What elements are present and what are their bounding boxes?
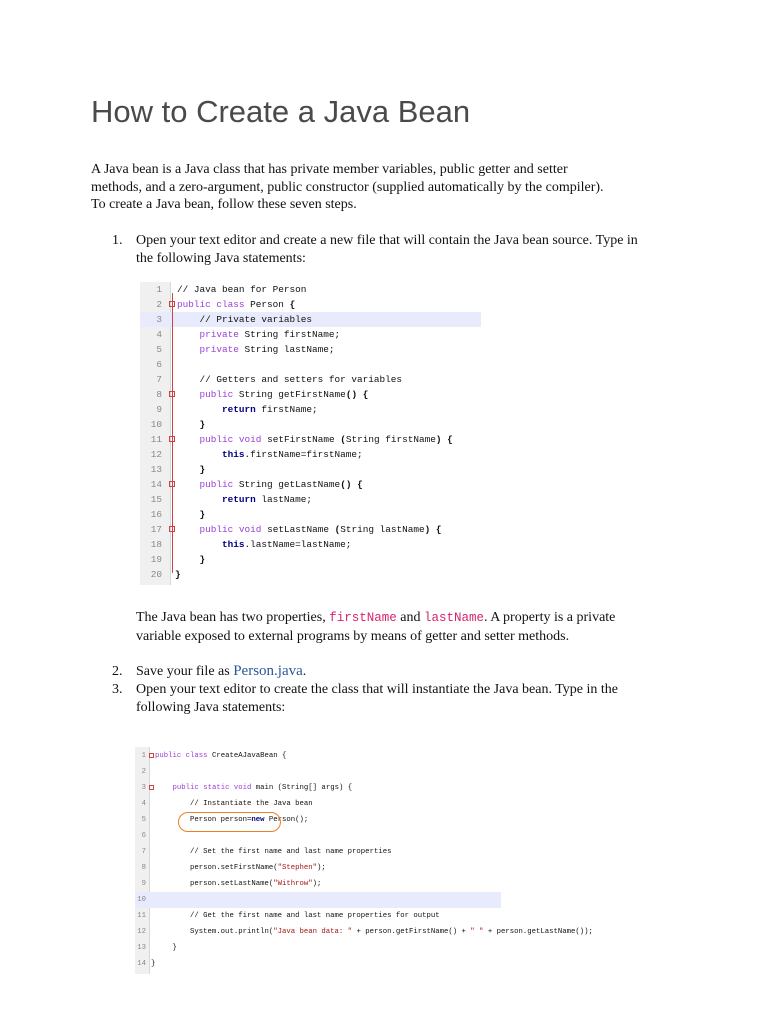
code-line: 12 this.firstName=firstName; — [150, 449, 363, 460]
code-line: 6 — [141, 832, 146, 840]
code-line: 14 } — [137, 960, 156, 968]
code-line: 14 public String getLastName() { — [150, 479, 363, 490]
code-line: 1 // Java bean for Person — [156, 284, 307, 295]
code-line-highlighted: 10 — [135, 892, 501, 908]
code-line: 20 } — [150, 569, 181, 580]
code-line: 17 public void setLastName (String lastName) { — [150, 524, 442, 535]
code-line: 11 public void setFirstName (String firstName) { — [150, 434, 453, 445]
code-line: 9 person.setLastName("Withrow"); — [141, 880, 322, 888]
fold-marker-icon — [149, 753, 154, 758]
code-line: 3 public static void main (String[] args) { — [141, 784, 353, 792]
code-line: 4 private String firstName; — [156, 329, 341, 340]
code-line: 2 public class Person { — [156, 299, 296, 310]
code-line: 8 public String getFirstName() { — [156, 389, 369, 400]
code-line: 5 private String lastName; — [156, 344, 335, 355]
list-number: 1. — [112, 233, 123, 248]
code-line: 13 } — [150, 464, 206, 475]
code-line: 13 } — [137, 944, 177, 952]
filename: Person.java — [233, 663, 303, 679]
code-line: 18 this.lastName=lastName; — [150, 539, 352, 550]
code-line: 10 } — [150, 419, 206, 430]
code-line: 16 } — [150, 509, 206, 520]
list-text: Save your file as Person.java. — [136, 663, 307, 679]
code-line: 19 } — [150, 554, 206, 565]
property-firstname: firstName — [329, 611, 397, 625]
properties-paragraph: The Java bean has two properties, firstName and lastName. A property is a private variable exposed to external programs by means of getter and setter methods. — [136, 610, 616, 644]
code-block-person — [140, 282, 481, 585]
page-title: How to Create a Java Bean — [91, 94, 471, 129]
list-number: 2. — [112, 664, 123, 679]
property-lastname: lastName — [423, 611, 484, 625]
code-line-highlighted: 3 // Private variables — [140, 312, 481, 327]
code-line: 12 System.out.println("Java bean data: " + person.getFirstName() + " " + person.getLastName()); — [137, 928, 593, 936]
code-block-create-java-bean — [135, 747, 593, 974]
code-line: 9 return firstName; — [156, 404, 318, 415]
highlight-oval — [178, 812, 281, 832]
code-line: 2 — [141, 768, 146, 776]
fold-guide — [172, 293, 173, 573]
code-line: 15 return lastName; — [150, 494, 313, 505]
code-line: 7 // Getters and setters for variables — [156, 374, 403, 385]
list-number: 3. — [112, 682, 123, 697]
intro-paragraph: A Java bean is a Java class that has private member variables, public getter and setter methods, and a zero-argument, public constructor (supplied automatically by the compiler). To create a Java bean, follow these seven steps. — [91, 162, 604, 212]
code-line: 5 Person person=new Person(); — [141, 816, 309, 824]
list-text: Open your text editor and create a new file that will contain the Java bean source. Type in the following Java statements: — [136, 233, 638, 266]
code-line: 6 — [156, 359, 162, 370]
list-text: Open your text editor to create the class that will instantiate the Java bean. Type in the following Java statements: — [136, 682, 618, 715]
code-line: 7 // Set the first name and last name properties — [141, 848, 392, 856]
code-line: 11 // Get the first name and last name properties for output — [137, 912, 440, 920]
code-line: 8 person.setFirstName("Stephen"); — [141, 864, 326, 872]
code-line: 1 public class CreateAJavaBean { — [141, 752, 287, 760]
code-line: 4 // Instantiate the Java bean — [141, 800, 313, 808]
fold-marker-icon — [149, 785, 154, 790]
